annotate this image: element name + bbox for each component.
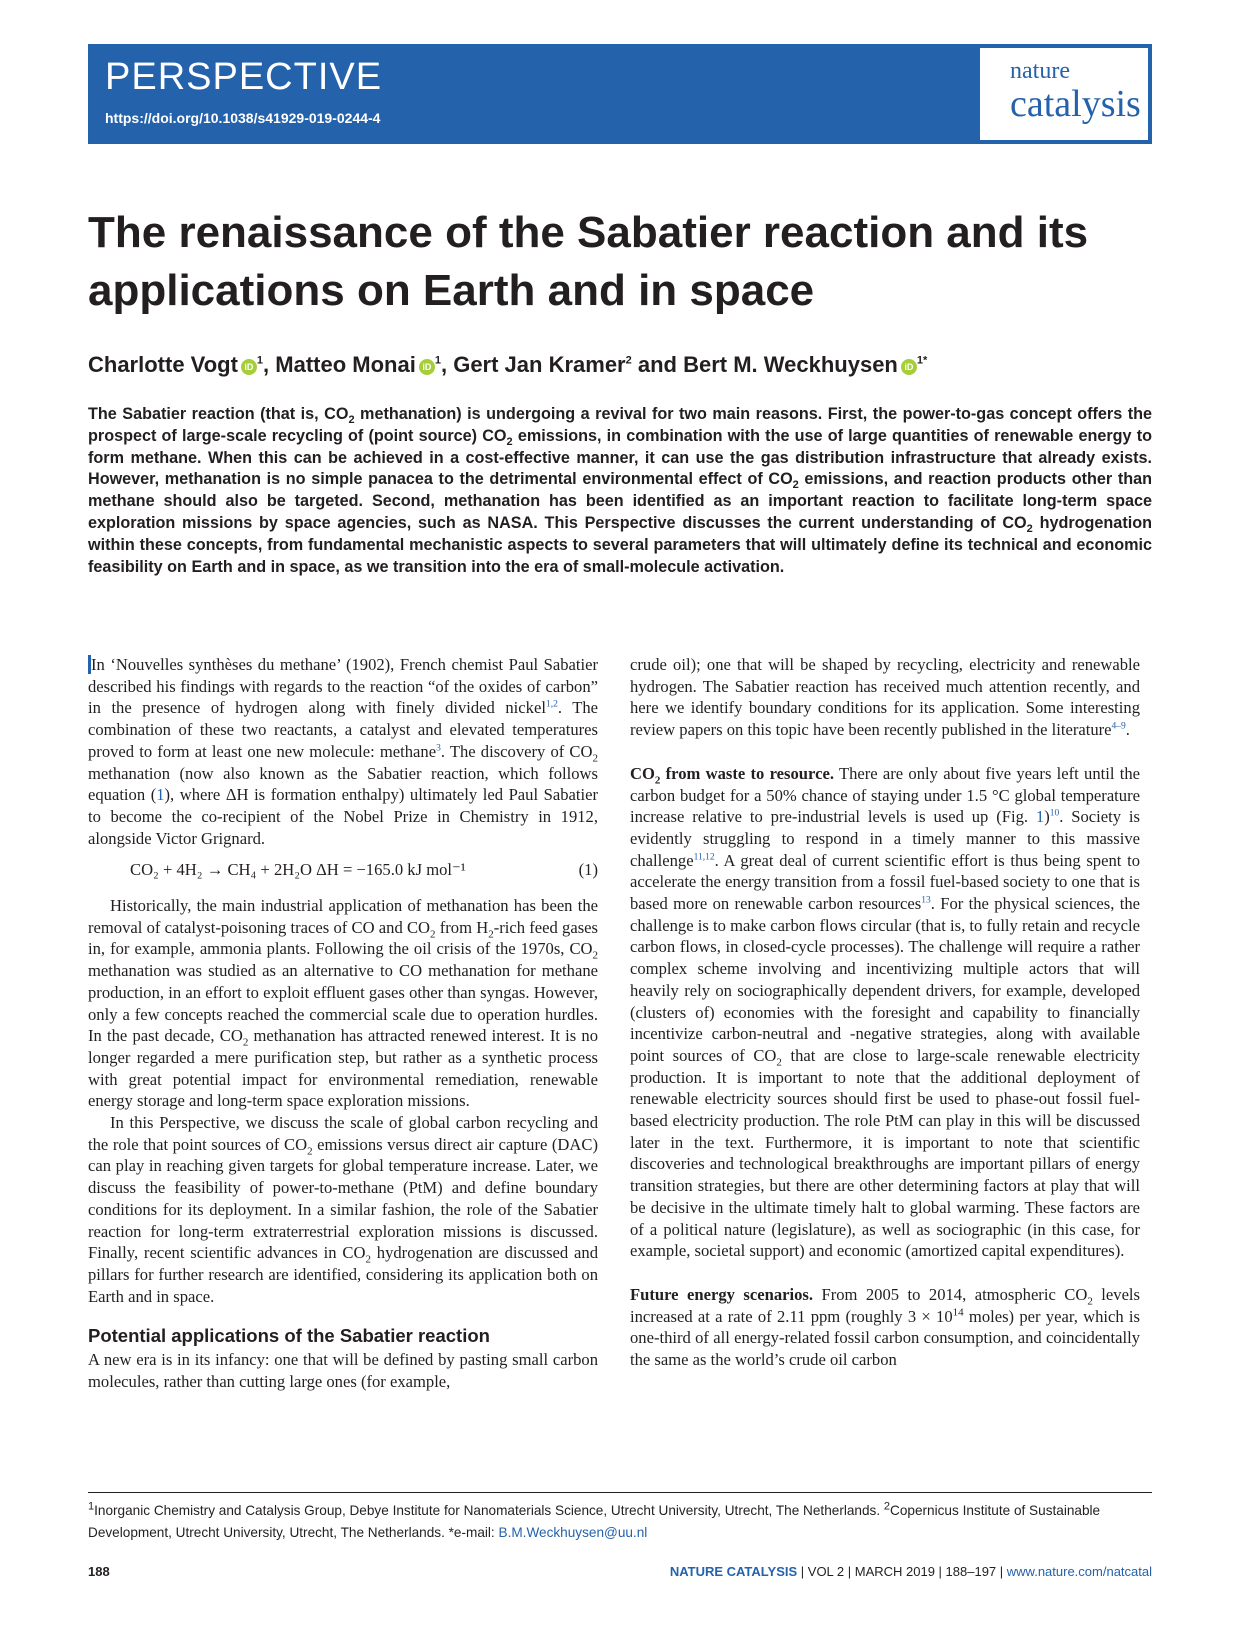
journal-logo-nature: nature bbox=[1010, 58, 1070, 84]
journal-logo bbox=[980, 48, 1148, 140]
citation-link[interactable]: 1,2 bbox=[545, 699, 558, 710]
footer-divider bbox=[88, 1492, 1152, 1493]
author-separator: , bbox=[440, 352, 454, 377]
orcid-icon[interactable]: iD bbox=[419, 359, 435, 375]
paragraph: In this Perspective, we discuss the scale of global carbon recycling and the role that point sources of $CO_2$ emissions versus direct air capture (DAC) can play in reaching given targets for global temperature increase. Later, we discuss the feasibility of power-to-methane (PtM) and define boundary conditions for its deployment. In a similar fashion, the role of the Sabatier reaction for long-term extraterrestrial exploration missions is discussed. Finally, recent scientific advances in $CO_2$ hydrogenation are discussed and pillars for further research are identified, considering its application both on Earth and in space. bbox=[88, 1113, 598, 1306]
affiliations: $^1$Inorganic Chemistry and Catalysis Group, Debye Institute for Nanomaterials Science, Utrecht University, Utrecht, The Netherlands. $^2$Copernicus Institute of Sustainable Development, Utrecht University, Utrecht, The Netherlands. *e-mail: B.M.Weckhuysen@uu.nl bbox=[88, 1500, 1101, 1540]
author-affiliation: 1* bbox=[916, 354, 928, 367]
author-name[interactable]: Charlotte Vogt bbox=[88, 352, 238, 377]
paragraph: crude oil); one that will be shaped by recycling, electricity and renewable hydrogen. The Sabatier reaction has received much attention recently, and here we identify boundary conditions for its application. Some interesting review papers on this topic have been recently published in the literature$^{4-9}$. bbox=[630, 655, 1140, 740]
article-title: The renaissance of the Sabatier reaction and its applications on Earth and in space bbox=[88, 208, 1089, 315]
author-affiliation: 1 bbox=[434, 354, 441, 367]
figure-link[interactable]: 1 bbox=[1035, 807, 1045, 827]
journal-name: NATURE CATALYSIS bbox=[669, 1564, 798, 1579]
author-affiliation: 1 bbox=[256, 354, 264, 367]
paragraph: $CO_2$ from waste to resource. There are only about five years left until the carbon budget for a 50% chance of staying under 1.5 °C global temperature increase relative to pre-industrial levels is used up (Fig. 1)$^{10}$. Society is evidently struggling to respond in a timely manner to this massive challenge$^{11,12}$. A great deal of current scientific effort is thus being spent to accelerate the energy transition from a fossil fuel-based society to one that is based more on renewable carbon resources$^{13}$. For the physical sciences, the challenge is to make carbon flows circular (that is, to fully retain and recycle carbon flows, in closed-cycle processes). The challenge will require a rather complex scheme involving and incentivizing multiple actors that will heavily rely on sociographically dependent drivers, for example, developed (clusters of) economies with the foresight and capability to financially incentivize carbon-neutral and -negative strategies, along with available point sources of $CO_2$ that are close to large-scale renewable electricity production. It is important to note that the additional deployment of renewable electricity sources should first be used to phase-out fossil fuel-based electricity production. The role PtM can play in this will be discussed later in the text. Furthermore, it is important to note that scientific discoveries and technological breakthroughs are important pillars of energy transition strategies, but there are other determining factors at play that will be decisive in the ultimate timely halt to global warming. These factors are of a political nature (legislature), as well as sociographic (in this case, for example, societal support) and economic (amortized capital expenditures). bbox=[630, 763, 1140, 1261]
author-separator: and bbox=[631, 352, 684, 377]
paragraph: A new era is in its infancy: one that will be defined by pasting small carbon molecules, rather than cutting large ones (for example, bbox=[88, 1350, 598, 1391]
body-column-left bbox=[88, 654, 598, 1393]
intro-paragraph: In ‘Nouvelles synthèses du methane’ (1902), French chemist Paul Sabatier described his findings with regards to the reaction “of the oxides of carbon” in the presence of hydrogen along with finely divided nickel$^{1,2}$. The combination of these two reactants, a catalyst and elevated temperatures proved to form at least one new molecule: methane$^3$. The discovery of $CO_2$ methanation (now also known as the Sabatier reaction, which follows equation (1), where ΔH is formation enthalpy) ultimately led Paul Sabatier to become the co-recipient of the Nobel Prize in Chemistry in 1912, alongside Victor Grignard. bbox=[88, 655, 598, 848]
journal-url-link[interactable]: www.nature.com/natcatal bbox=[1006, 1564, 1152, 1579]
paragraph: Future energy scenarios. From 2005 to 2014, atmospheric $CO_2$ levels increased at a rate of 2.11 ppm (roughly $3 \times 10^{14}$ moles) per year, which is one-third of all energy-related fossil carbon consumption, and coincidentally the same as the world’s crude oil carbon bbox=[630, 1284, 1140, 1370]
article-type-label: PERSPECTIVE bbox=[105, 56, 383, 98]
paragraph: Historically, the main industrial application of methanation has been the removal of catalyst-poisoning traces of CO and $CO_2$ from $H_2$-rich feed gases in, for example, ammonia plants. Following the oil crisis of the 1970s, $CO_2$ methanation was studied as an alternative to CO methanation for methane production, in an effort to exploit effluent gases other than syngas. However, only a few concepts reached the commercial scale due to operation hurdles. In the past decade, $CO_2$ methanation has attracted renewed interest. It is no longer regarded a mere purification step, but rather as a synthetic process with great potential impact for environmental remediation, renewable energy storage and long-term space exploration missions. bbox=[88, 896, 598, 1111]
citation-link[interactable]: 13 bbox=[921, 895, 931, 906]
header-banner bbox=[88, 44, 1152, 144]
journal-citation bbox=[670, 1564, 1152, 1579]
run-in-heading: Future energy scenarios. bbox=[630, 1284, 813, 1304]
citation-link[interactable]: 11,12 bbox=[693, 852, 715, 863]
abstract: The Sabatier reaction (that is, $CO_2$ methanation) is undergoing a revival for two main reasons. First, the power-to-gas concept offers the prospect of large-scale recycling of (point source) $CO_2$ emissions, in combination with the use of large quantities of renewable energy to form methane. When this can be achieved in a cost-effective manner, it can use the gas distribution infrastructure that already exists. However, methanation is no simple panacea to the detrimental environmental effect of $CO_2$ emissions, and reaction products other than methane should also be targeted. Second, methanation has been identified as an important reaction to facilitate long-term space exploration missions by space agencies, such as NASA. This Perspective discusses the current understanding of $CO_2$ hydrogenation within these concepts, from fundamental mechanistic aspects to several parameters that will ultimately define its technical and economic feasibility on Earth and in space, as we transition into the era of small-molecule activation. bbox=[88, 405, 1152, 576]
author-name[interactable]: Gert Jan Kramer bbox=[453, 352, 626, 377]
citation-link[interactable]: 3 bbox=[436, 743, 441, 754]
author-list bbox=[88, 352, 927, 378]
citation-link[interactable]: 4–9 bbox=[1111, 721, 1126, 732]
equation-1 bbox=[88, 859, 598, 881]
orcid-icon[interactable]: iD bbox=[901, 359, 917, 375]
author-separator: , bbox=[263, 352, 276, 377]
body-column-right bbox=[630, 654, 1140, 1371]
doi-link[interactable]: https://doi.org/10.1038/s41929-019-0244-4 bbox=[105, 110, 381, 126]
equation-number: (1) bbox=[578, 860, 598, 880]
section-heading: Potential applications of the Sabatier reaction bbox=[88, 1325, 490, 1347]
citation-link[interactable]: 10 bbox=[1049, 808, 1060, 819]
run-in-heading: $CO_2$ from waste to resource. bbox=[630, 763, 834, 787]
author-affiliation: 2 bbox=[625, 354, 632, 367]
equation-body: CO₂ + 4H₂ → CH₄ + 2H₂O ΔH = −165.0 kJ mol⁻¹ bbox=[130, 860, 466, 880]
equation-link[interactable]: 1 bbox=[156, 785, 165, 805]
journal-issue: | VOL 2 | MARCH 2019 | 188–197 | bbox=[797, 1564, 1007, 1579]
author-name[interactable]: Matteo Monai bbox=[275, 352, 416, 377]
author-name[interactable]: Bert M. Weckhuysen bbox=[683, 352, 898, 377]
page-number: 188 bbox=[88, 1564, 110, 1579]
email-link[interactable]: B.M.Weckhuysen@uu.nl bbox=[498, 1525, 648, 1540]
orcid-icon[interactable]: iD bbox=[241, 359, 257, 375]
journal-logo-catalysis: catalysis bbox=[1010, 83, 1141, 125]
